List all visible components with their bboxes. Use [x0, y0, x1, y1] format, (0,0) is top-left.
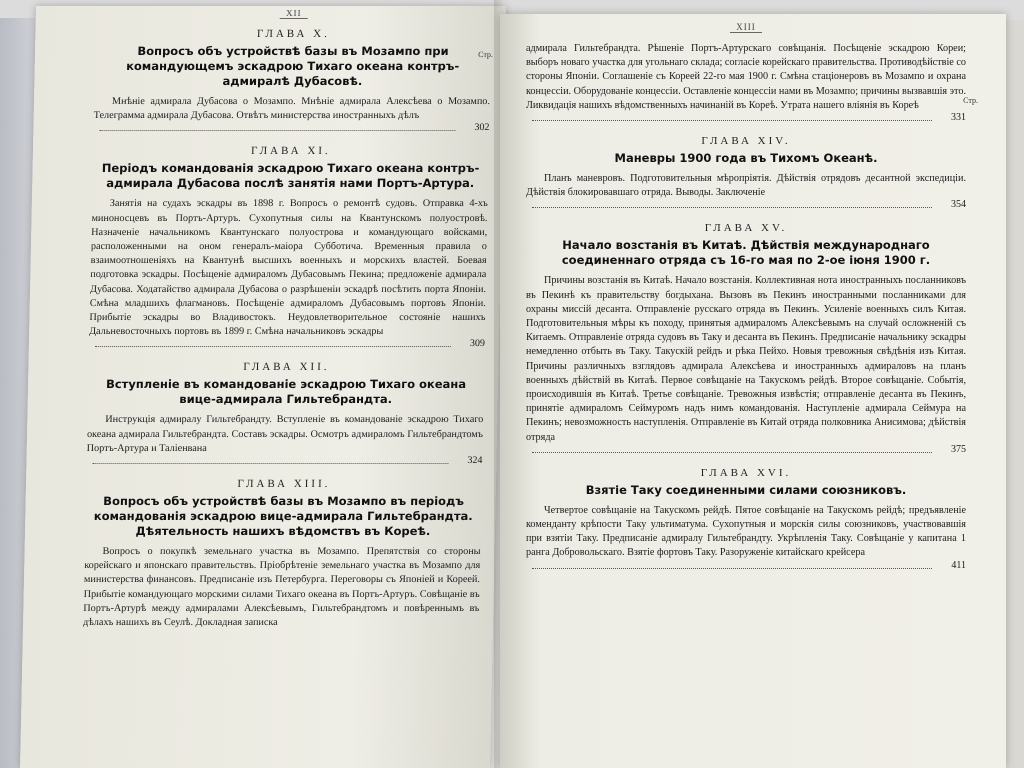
page-reference [526, 198, 966, 212]
chapter-section [526, 135, 966, 212]
chapter-label: ГЛАВА XVI. [700, 466, 792, 479]
leader-dots [92, 463, 448, 464]
left-page [20, 6, 506, 768]
page-reference [526, 443, 966, 457]
column-header: Стр. [963, 96, 978, 105]
chapter-label: ГЛАВА X. [256, 28, 331, 40]
continued-summary [526, 42, 966, 125]
chapter-title: Вопросъ объ устройствѣ базы въ Мозампо въ періодъ командованія эскадрою вице-адмирала Гильтебрандта. Дѣятельность нашихъ вѣдомствъ въ Кореѣ. [93, 494, 473, 539]
leader-dots [532, 207, 932, 208]
chapter-label: ГЛАВА XIII. [237, 478, 331, 491]
chapter-summary: Четвертое совѣщаніе на Такускомъ рейдѣ. Пятое совѣщаніе на Такускомъ рейдѣ; предъявленіе коменданту крѣпости Таку ультиматума. Сухопутныя и морскія силы союзниковъ, участвовавшія при взятіи Таку. Предписаніе адмиралу Гильтебрандту. Укрѣпленія Таку. Совѣщаніе у капитана 1 ранга Добровольскаго. Взятіе фортовъ Таку. Разоруженіе китайскаго крейсера [526, 504, 966, 559]
chapter-summary: Инструкція адмиралу Гильтебрандту. Вступленіе въ командованіе эскадрою Тихаго океана адмирала Гильтебрандта. Составъ эскадры. Осмотръ адмираломъ Гильтебрандтомъ Портъ-Артура и Таліенвана [86, 414, 484, 454]
page-ref-number: 302 [474, 122, 490, 134]
page-reference [86, 454, 482, 468]
chapter-label: ГЛАВА XII. [243, 361, 330, 374]
chapter-section [93, 28, 494, 135]
page-number: XIII [730, 22, 762, 33]
chapter-section [86, 361, 484, 468]
leader-dots [532, 120, 932, 121]
chapter-section [83, 478, 482, 630]
chapter-title: Взятіе Таку соединенными силами союзниковъ. [585, 482, 907, 497]
page-reference [526, 111, 966, 125]
leader-dots [532, 452, 932, 453]
page-ref-number: 411 [951, 559, 966, 571]
left-page-content [83, 8, 492, 630]
page-reference [89, 337, 485, 351]
page-reference [93, 121, 489, 135]
chapter-summary: адмирала Гильтебрандта. Рѣшеніе Портъ-Артурскаго совѣщанія. Посѣщеніе эскадрою Кореи; выборъ новаго участка для угольнаго склада; согласіе корейскаго правительства. Противодѣйствіе со стороны Японіи. Соглашеніе съ Кореей 22-го мая 1900 г. Смѣна стаціонеровъ въ Мозампо и охрана концессіи. Оборудованіе концессіи. Оставленіе концессіи нами въ Мозампо; причины вызвавшія это. Ликвидація нашихъ вѣдомственныхъ начинаній въ Кореѣ. Утрата нашего вліянія въ Кореѣ [526, 43, 966, 111]
chapter-title: Маневры 1900 года въ Тихомъ Океанѣ. [614, 151, 878, 166]
page-ref-number: 324 [467, 455, 483, 467]
chapter-summary: Планъ маневровъ. Подготовительныя мѣропріятія. Дѣйствія отрядовъ десантной экспедиціи. Дѣйствія блокировавшаго отряда. Выводы. Заключеніе [526, 173, 966, 199]
leader-dots [99, 130, 455, 131]
page-number: XII [280, 8, 308, 19]
right-page [500, 14, 1006, 768]
page-number-header [96, 8, 492, 18]
chapter-label: ГЛАВА XV. [704, 222, 788, 235]
chapter-summary: Вопросъ о покупкѣ земельнаго участка въ Мозампо. Препятствія со стороны корейскаго и японскаго правительствъ. Пріобрѣтеніе земельнаго участка въ Мозампо для министерства финансовъ. Предписаніе изъ Петербурга. Переговоры съ Японіей и Кореей. Прибытіе командующаго морскими силами Тихаго океана въ Портъ-Артуръ. Совѣщаніе въ Портъ-Артурѣ между адмиралами Алексѣевымъ, Гильтебрандтомъ и повѣреннымъ въ дѣлахъ нашихъ въ Сеулѣ. Докладная записка [82, 546, 481, 629]
page-number-header [526, 22, 966, 32]
page-ref-number: 331 [951, 112, 966, 124]
chapter-summary: Причины возстанія въ Китаѣ. Начало возстанія. Коллективная нота иностранныхъ посланниковъ въ Пекинѣ къ правительству богдыхана. Вызовъ въ Пекинъ иностранными посланниками для охраны миссій десанта. Отправленіе русскаго отряда въ Пекинъ. Усиленіе военныхъ силъ Китая. Подготовительныя мѣры къ походу, принятыя адмираломъ Алексѣевымъ на случай осложненій съ Китаемъ. Отправленіе отряда судовъ въ Таку и десанта въ Пекинъ. Предписаніе начальнику эскадры немедленно отбыть въ Таку. Такускій рейдъ и рѣка Пейхо. Новыя тревожныя свѣдѣнія изъ Китая. Причины различныхъ взглядовъ адмирала Алексѣева и иностранныхъ адмираловъ на планъ военныхъ дѣйствій въ Китаѣ. Первое совѣщаніе на Такускомъ рейдѣ. Второе совѣщаніе. Событія, происходившія въ Китаѣ. Третье совѣщаніе. Тревожныя извѣстія; отправленіе десанта въ Пекинъ, принятіе адмираломъ Сеймуромъ надъ нимъ командованія. Наступленіе адмирала Сеймура на Пекинъ; невозможность наступленія. Отправленіе въ Китай отряда полковника Анисимова; дѣйствія отряда [526, 275, 966, 443]
chapter-section [89, 145, 489, 351]
chapter-label: ГЛАВА XI. [250, 145, 331, 158]
chapter-summary: Мнѣніе адмирала Дубасова о Мозампо. Мнѣніе адмирала Алексѣева о Мозампо. Телеграмма адмирала Дубасова. Отвѣтъ министерства иностранныхъ дѣлъ [93, 96, 491, 122]
chapter-title: Вступленіе въ командованіе эскадрою Тихаго океана вице-адмирала Гильтебрандта. [105, 377, 467, 407]
chapter-section [526, 222, 966, 456]
page-reference [526, 559, 966, 573]
chapter-label: ГЛАВА XIV. [701, 135, 791, 148]
page-ref-number: 309 [469, 338, 486, 350]
leader-dots [532, 568, 932, 569]
chapter-title: Вопросъ объ устройствѣ базы въ Мозампо при командующемъ эскадрою Тихаго океана контръ-адмиралѣ Дубасовѣ. [126, 44, 460, 88]
page-ref-number: 354 [951, 199, 966, 211]
right-page-content [526, 22, 978, 573]
chapter-title: Начало возстанія въ Китаѣ. Дѣйствія международнаго соединеннаго отряда съ 16-го мая по 2-ое іюня 1900 г. [561, 238, 931, 268]
leader-dots [95, 346, 451, 347]
chapter-summary: Занятія на судахъ эскадры въ 1898 г. Вопросъ о ремонтѣ судовъ. Отправка 4-хъ миноносцевъ въ Портъ-Артуръ. Сухопутныя силы на Квантунскомъ полуостровѣ. Назначеніе начальникомъ Квантунскаго полуострова и командующаго войсками, расположенными на оном генералъ-маіора Субботича. Временныя правила о взаимоотношеніяхъ на Квантунѣ высшихъ военныхъ и морскихъ властей. Боевая подготовка эскадры. Посѣщеніе адмираломъ Дубасовымъ Пекина; предложеніе адмирала Дубасова. Ходатайство адмирала Дубасова о разрѣшеніи эскадрѣ посѣтить порта Японіи. Смѣна младшихъ флагмановъ. Посѣщеніе адмираломъ Дубасовымъ портовъ Японіи. Прибытіе эскадры во Владивостокъ. Неудовлетворительное состояніе нашихъ Дальневосточныхъ портовъ въ 1899 г. Смѣна начальниковъ эскадры [89, 198, 488, 338]
page-ref-number: 375 [951, 443, 966, 455]
chapter-title: Періодъ командованія эскадрою Тихаго океана контръ-адмирала Дубасова послѣ занятія нами Портъ-Артура. [101, 161, 480, 191]
chapter-section [526, 467, 966, 573]
column-header: Стр. [478, 50, 494, 59]
